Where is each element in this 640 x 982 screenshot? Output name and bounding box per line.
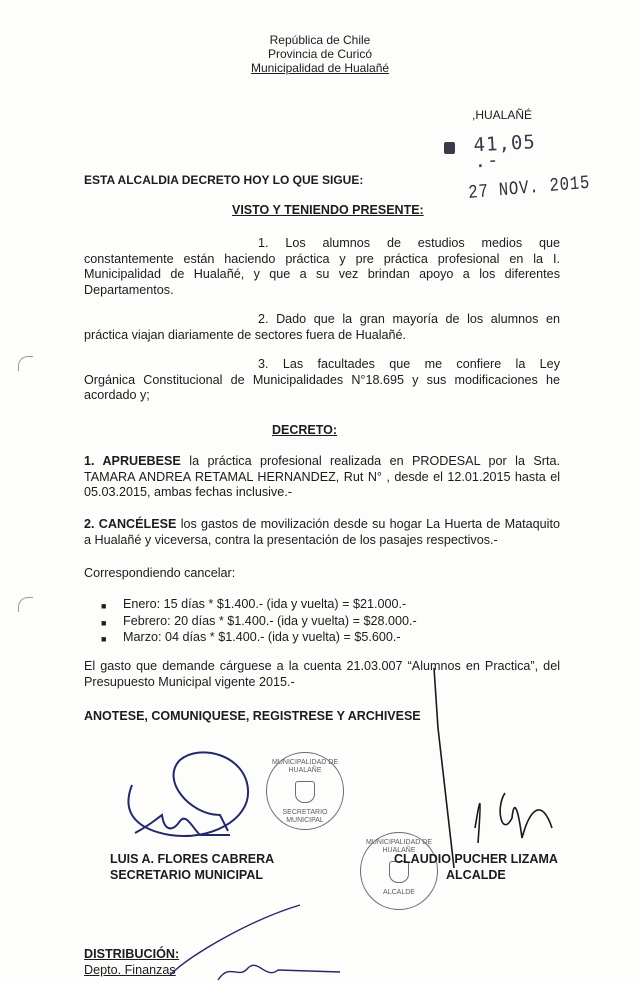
header-country: República de Chile	[269, 33, 371, 47]
secretary-signature-image	[100, 735, 280, 850]
payment-item: Febrero: 20 días * $1.400.- (ida y vuelta) = $28.000.-	[123, 614, 417, 628]
visto-2-first: 2. Dado que la gran mayoría de los alumnos en	[258, 312, 560, 326]
visto-heading: VISTO Y TENIENDO PRESENTE:	[232, 203, 424, 217]
place-label: ,HUALAÑÉ	[472, 108, 533, 122]
header-province: Provincia de Curicó	[267, 47, 373, 61]
intro-heading: ESTA ALCALDIA DECRETO HOY LO QUE SIGUE:	[84, 173, 364, 187]
visto-paragraph-1	[84, 236, 560, 298]
secretary-title: SECRETARIO MUNICIPAL	[110, 868, 264, 882]
decree-number-stamp	[444, 131, 564, 172]
header-municipality: Municipalidad de Hualañé	[250, 61, 390, 75]
article-1	[84, 454, 560, 501]
article-2	[84, 517, 560, 548]
mayor-seal	[360, 832, 438, 910]
decree-number: 41,05 .-	[473, 131, 537, 172]
mayor-signature-image	[420, 668, 570, 878]
mayor-title: ALCALDE	[446, 868, 506, 882]
mayor-seal-top-text: MUNICIPALIDAD DE HUALAÑE	[366, 839, 432, 854]
mayor-name: CLAUDIO PUCHER LIZAMA	[394, 852, 558, 866]
secretary-seal-top-text: MUNICIPALIDAD DE HUALAÑE	[272, 759, 338, 774]
visto-2-rest: práctica viajan diariamente de sectores fuera de Hualañé.	[84, 327, 407, 342]
article-2-text: los gastos de movilización desde su hogar La Huerta de Mataquito a Hualañé y viceversa, contra la presentación de los pasajes respectivos.-	[84, 517, 560, 547]
closing-line: ANOTESE, COMUNIQUESE, REGISTRESE Y ARCHIVESE	[84, 709, 421, 723]
article-2-label: 2. CANCÉLESE	[84, 517, 177, 531]
visto-1-first: 1. Los alumnos de estudios medios que	[258, 236, 560, 250]
article-1-label: 1. APRUEBESE	[84, 454, 181, 468]
payment-item: Enero: 15 días * $1.400.- (ida y vuelta) = $21.000.-	[123, 597, 407, 611]
margin-mark-top	[18, 356, 33, 371]
margin-mark-bottom	[18, 597, 33, 612]
decreto-heading: DECRETO:	[272, 423, 338, 437]
visto-1-rest: constantemente están haciendo práctica y pre práctica profesional en la I. Municipalidad de Hualañé, y que a su vez brindan apoyo a los diferentes Departamentos.	[84, 251, 560, 297]
mayor-seal-bottom-text: ALCALDE	[383, 889, 415, 896]
bullet-icon: ■	[101, 618, 107, 628]
chile-shield-icon	[295, 781, 315, 803]
distribution-heading: DISTRIBUCIÓN:	[84, 947, 180, 961]
correspondiendo-text: Correspondiendo cancelar:	[84, 566, 236, 580]
payment-item: Marzo: 04 días * $1.400.- (ida y vuelta) = $5.600.-	[123, 630, 401, 644]
secretary-name: LUIS A. FLORES CABRERA	[110, 852, 275, 866]
article-1-text: la práctica profesional realizada en PRODESAL por la Srta. TAMARA ANDREA RETAMAL HERNANDEZ, Rut N° , desde el 12.01.2015 hasta el 05.03.2015, ambas fechas inclusive.-	[84, 454, 560, 499]
stamp-mark-icon	[444, 142, 455, 154]
distribution-item: Depto. Finanzas	[84, 963, 176, 977]
visto-3-rest: Orgánica Constitucional de Municipalidades N°18.695 y sus modificaciones he acordado y;	[84, 372, 560, 402]
visto-paragraph-3	[84, 357, 560, 404]
decree-date-stamp: 27 NOV. 2015	[467, 171, 591, 204]
bullet-icon: ■	[101, 634, 107, 644]
secretary-seal	[266, 752, 344, 830]
bullet-icon: ■	[101, 601, 107, 611]
visto-3-first: 3. Las facultades que me confiere la Ley	[258, 357, 560, 371]
secretary-seal-bottom-text: SECRETARIO MUNICIPAL	[282, 809, 328, 824]
gasto-paragraph: El gasto que demande cárguese a la cuenta 21.03.007 “Alumnos en Practica”, del Presupuesto Municipal vigente 2015.-	[84, 659, 560, 689]
visto-paragraph-2	[84, 312, 560, 343]
